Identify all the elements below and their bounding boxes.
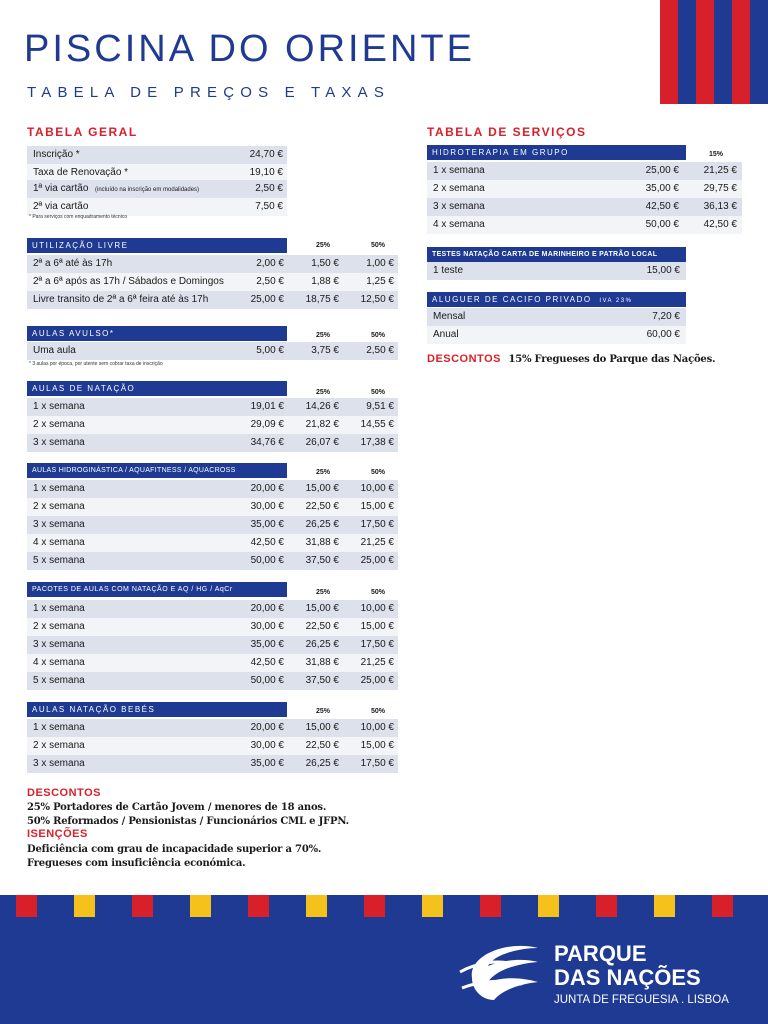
- bebes-header-bar: AULAS NATAÇÃO BEBÉS: [27, 702, 287, 717]
- table-row: [27, 273, 398, 291]
- table-row: [27, 618, 398, 636]
- table-row: [27, 498, 398, 516]
- row-price: 25,00 €: [250, 294, 284, 305]
- table-row: [27, 600, 398, 618]
- footer-square: [132, 895, 153, 917]
- table-row: [27, 719, 398, 737]
- row-price: 35,00 €: [645, 183, 679, 194]
- footer-square: [480, 895, 501, 917]
- isencoes-title: ISENÇÕES: [27, 828, 88, 840]
- table-row: [27, 552, 398, 570]
- row-price-50: 21,25 €: [360, 537, 394, 548]
- header-stripes: [660, 0, 768, 104]
- row-label: 1 teste: [433, 265, 464, 276]
- footer-square: [364, 895, 385, 917]
- row-price-25: 31,88 €: [305, 657, 339, 668]
- table-row: [27, 672, 398, 690]
- table-row: [427, 180, 742, 198]
- row-price: 60,00 €: [646, 329, 680, 340]
- row-price: 19,10 €: [249, 167, 283, 178]
- page-subtitle: TABELA DE PREÇOS E TAXAS: [27, 84, 391, 101]
- footer-square: [306, 895, 327, 917]
- servicos-descontos-text: 15% Fregueses do Parque das Nações.: [508, 354, 716, 365]
- row-price: 50,00 €: [645, 219, 679, 230]
- testes-header-bar: TESTES NATAÇÃO CARTA DE MARINHEIRO E PATRÃO LOCAL: [427, 247, 686, 262]
- servicos-descontos-label: DESCONTOS: [427, 353, 501, 365]
- tabela-servicos-title: TABELA DE SERVIÇOS: [427, 125, 587, 139]
- row-price-50: 15,00 €: [360, 740, 394, 751]
- table-row: [27, 180, 287, 198]
- row-price: 2,50 €: [256, 276, 284, 287]
- parque-das-nacoes-logo-icon: [458, 938, 548, 1008]
- row-label: 1ª via cartão: [33, 183, 89, 194]
- row-price-25: 31,88 €: [305, 537, 339, 548]
- row-price-25: 26,07 €: [305, 437, 339, 448]
- table-row: [427, 308, 686, 326]
- geral-footnote: * Para serviços com enquadramento técnico: [29, 214, 128, 220]
- table-row: [27, 146, 287, 164]
- table-row: [427, 216, 742, 234]
- col-50-header: 50%: [370, 469, 385, 476]
- col-25-header: 25%: [315, 708, 330, 715]
- row-price: 42,50 €: [645, 201, 679, 212]
- row-label: Livre transito de 2ª a 6ª feira até às 17h: [33, 294, 209, 305]
- row-price: 15,00 €: [646, 265, 680, 276]
- row-price-25: 22,50 €: [305, 621, 339, 632]
- row-price: 20,00 €: [250, 483, 284, 494]
- row-label: 2ª a 6ª após as 17h / Sábados e Domingos: [33, 276, 224, 287]
- row-label: Mensal: [433, 311, 466, 322]
- row-price-25: 15,00 €: [305, 483, 339, 494]
- row-price-25: 22,50 €: [305, 501, 339, 512]
- row-label: 2 x semana: [33, 419, 85, 430]
- footer-square: [596, 895, 617, 917]
- row-label: 2 x semana: [433, 183, 485, 194]
- table-row: [27, 434, 398, 452]
- cacifo-header-bar: [427, 292, 686, 307]
- row-price-50: 1,25 €: [366, 276, 394, 287]
- table-row: [27, 737, 398, 755]
- row-price-50: 2,50 €: [366, 345, 394, 356]
- row-price-25: 22,50 €: [305, 740, 339, 751]
- page-title: PISCINA DO ORIENTE: [24, 28, 475, 70]
- cacifo-title: ALUGUER DE CACIFO PRIVADO: [432, 295, 592, 304]
- row-label: 3 x semana: [33, 758, 85, 769]
- row-label: 1 x semana: [33, 483, 85, 494]
- row-price-50: 15,00 €: [360, 501, 394, 512]
- row-price: 30,00 €: [250, 621, 284, 632]
- logo-line-1: PARQUE: [554, 941, 647, 966]
- row-price: 7,20 €: [652, 311, 680, 322]
- row-label: 3 x semana: [33, 639, 85, 650]
- row-price-25: 3,75 €: [311, 345, 339, 356]
- row-label: 5 x semana: [33, 555, 85, 566]
- isencoes-line: Fregueses com insuficiência económica.: [27, 858, 246, 869]
- row-price-50: 17,50 €: [360, 639, 394, 650]
- natacao-header-bar: AULAS DE NATAÇÃO: [27, 381, 287, 396]
- row-label: 3 x semana: [33, 437, 85, 448]
- row-price-50: 10,00 €: [360, 483, 394, 494]
- row-price-25: 26,25 €: [305, 519, 339, 530]
- row-price-15: 36,13 €: [703, 201, 737, 212]
- row-price-25: 1,88 €: [311, 276, 339, 287]
- col-50-header: 50%: [370, 242, 385, 249]
- row-price-50: 25,00 €: [360, 675, 394, 686]
- row-label: 1 x semana: [33, 603, 85, 614]
- row-price: 50,00 €: [250, 555, 284, 566]
- pacotes-header-bar: PACOTES DE AULAS COM NATAÇÃO E AQ / HG / AqCr: [27, 582, 287, 597]
- tabela-geral-title: TABELA GERAL: [27, 125, 138, 139]
- row-price-25: 15,00 €: [305, 722, 339, 733]
- row-label: Anual: [433, 329, 459, 340]
- row-price-25: 21,82 €: [305, 419, 339, 430]
- table-row: [27, 516, 398, 534]
- row-price-50: 1,00 €: [366, 258, 394, 269]
- footer-square: [16, 895, 37, 917]
- row-price-50: 10,00 €: [360, 603, 394, 614]
- row-price: 29,09 €: [250, 419, 284, 430]
- livre-header-bar: UTILIZAÇÃO LIVRE: [27, 238, 287, 253]
- table-row: [27, 291, 398, 309]
- row-price-15: 29,75 €: [703, 183, 737, 194]
- row-price: 2,50 €: [255, 183, 283, 194]
- row-label: Taxa de Renovação *: [33, 167, 129, 178]
- row-label: 4 x semana: [433, 219, 485, 230]
- row-price: 30,00 €: [250, 740, 284, 751]
- row-price-25: 18,75 €: [305, 294, 339, 305]
- row-price-25: 26,25 €: [305, 639, 339, 650]
- row-label: 5 x semana: [33, 675, 85, 686]
- row-price-50: 15,00 €: [360, 621, 394, 632]
- table-row: [27, 255, 398, 273]
- row-label: 3 x semana: [433, 201, 485, 212]
- row-price: 19,01 €: [250, 401, 284, 412]
- col-50-header: 50%: [370, 332, 385, 339]
- col-25-header: 25%: [315, 332, 330, 339]
- col-25-header: 25%: [315, 589, 330, 596]
- row-label: 3 x semana: [33, 519, 85, 530]
- row-price: 34,76 €: [250, 437, 284, 448]
- row-label: 2ª via cartão: [33, 201, 89, 212]
- row-label: 4 x semana: [33, 537, 85, 548]
- row-price-25: 14,26 €: [305, 401, 339, 412]
- table-row: [27, 342, 398, 360]
- row-price-50: 17,38 €: [360, 437, 394, 448]
- descontos-title: DESCONTOS: [27, 787, 101, 799]
- footer-square: [538, 895, 559, 917]
- table-row: [427, 262, 686, 280]
- table-row: [427, 162, 742, 180]
- servicos-descontos: [427, 351, 715, 366]
- row-label: 2ª a 6ª até às 17h: [33, 258, 113, 269]
- footer-square: [248, 895, 269, 917]
- row-price: 42,50 €: [250, 657, 284, 668]
- row-price: 50,00 €: [250, 675, 284, 686]
- col-15-header: 15%: [708, 151, 723, 158]
- table-row: [27, 480, 398, 498]
- col-50-header: 50%: [370, 389, 385, 396]
- cacifo-iva: IVA 23%: [599, 298, 633, 304]
- row-price: 25,00 €: [645, 165, 679, 176]
- table-row: [427, 198, 742, 216]
- row-price-50: 9,51 €: [366, 401, 394, 412]
- footer-square: [74, 895, 95, 917]
- row-price: 35,00 €: [250, 519, 284, 530]
- row-price: 24,70 €: [249, 149, 283, 160]
- row-price-50: 17,50 €: [360, 758, 394, 769]
- avulso-footnote: * 3 aulas por época, por utente sem cobrar taxa de inscrição: [29, 361, 163, 367]
- row-label: 2 x semana: [33, 740, 85, 751]
- row-label: 1 x semana: [33, 401, 85, 412]
- row-price-50: 25,00 €: [360, 555, 394, 566]
- logo-line-2: DAS NAÇÕES: [554, 965, 701, 990]
- row-label: 1 x semana: [433, 165, 485, 176]
- row-price: 35,00 €: [250, 639, 284, 650]
- row-price: 5,00 €: [256, 345, 284, 356]
- table-row: [27, 398, 398, 416]
- row-price-15: 42,50 €: [703, 219, 737, 230]
- row-price-25: 26,25 €: [305, 758, 339, 769]
- isencoes-line: Deficiência com grau de incapacidade superior a 70%.: [27, 844, 322, 855]
- row-price-50: 10,00 €: [360, 722, 394, 733]
- footer-square: [190, 895, 211, 917]
- descontos-line: 50% Reformados / Pensionistas / Funcionários CML e JFPN.: [27, 816, 349, 827]
- row-price: 7,50 €: [255, 201, 283, 212]
- col-50-header: 50%: [370, 589, 385, 596]
- row-price-25: 1,50 €: [311, 258, 339, 269]
- row-note: (incluído na inscrição em modalidades): [95, 187, 200, 193]
- row-price-50: 14,55 €: [360, 419, 394, 430]
- row-label: 2 x semana: [33, 501, 85, 512]
- col-25-header: 25%: [315, 389, 330, 396]
- row-price: 20,00 €: [250, 603, 284, 614]
- row-price-50: 17,50 €: [360, 519, 394, 530]
- row-price-25: 37,50 €: [305, 675, 339, 686]
- row-price-25: 15,00 €: [305, 603, 339, 614]
- row-price-15: 21,25 €: [703, 165, 737, 176]
- row-price: 20,00 €: [250, 722, 284, 733]
- table-row: [27, 654, 398, 672]
- footer-square: [422, 895, 443, 917]
- descontos-line: 25% Portadores de Cartão Jovem / menores de 18 anos.: [27, 802, 327, 813]
- row-label: 2 x semana: [33, 621, 85, 632]
- table-row: [427, 326, 686, 344]
- table-row: [27, 534, 398, 552]
- table-row: [27, 636, 398, 654]
- table-row: [27, 416, 398, 434]
- table-row: [27, 755, 398, 773]
- row-price: 35,00 €: [250, 758, 284, 769]
- row-label: Inscrição *: [33, 149, 80, 160]
- row-price-25: 37,50 €: [305, 555, 339, 566]
- row-price: 42,50 €: [250, 537, 284, 548]
- row-label: 1 x semana: [33, 722, 85, 733]
- row-label: Uma aula: [33, 345, 76, 356]
- col-25-header: 25%: [315, 242, 330, 249]
- row-price: 2,00 €: [256, 258, 284, 269]
- col-25-header: 25%: [315, 469, 330, 476]
- footer-square: [654, 895, 675, 917]
- row-price-50: 21,25 €: [360, 657, 394, 668]
- hidro-header-bar: AULAS HIDROGINÁSTICA / AQUAFITNESS / AQUACROSS: [27, 463, 287, 478]
- row-price-50: 12,50 €: [360, 294, 394, 305]
- hidroterapia-header-bar: HIDROTERAPIA EM GRUPO: [427, 145, 686, 160]
- footer-square: [712, 895, 733, 917]
- col-50-header: 50%: [370, 708, 385, 715]
- row-label: 4 x semana: [33, 657, 85, 668]
- avulso-header-bar: AULAS AVULSO*: [27, 326, 287, 341]
- row-price: 30,00 €: [250, 501, 284, 512]
- logo-line-3: JUNTA DE FREGUESIA . LISBOA: [554, 994, 729, 1006]
